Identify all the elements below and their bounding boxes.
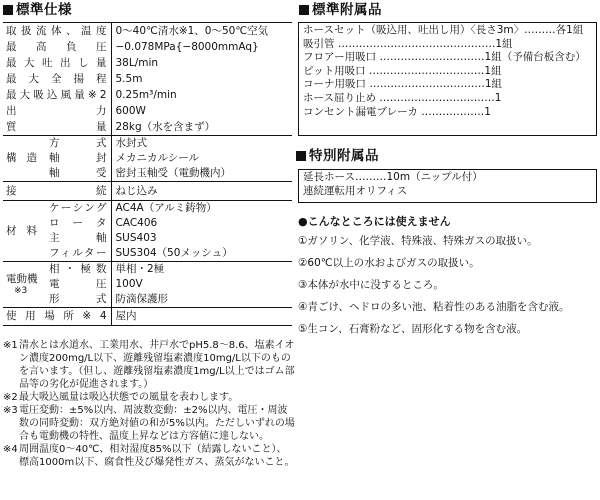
list-item: ③本体が水中に没するところ。 — [298, 279, 444, 291]
warnings-title: ●こんなところには使えません — [298, 215, 451, 228]
motor-group-label: 電動機 — [6, 272, 38, 285]
spec-row: 軸受 密封玉軸受（電動機内） — [3, 166, 292, 182]
spec-row: 質量 28kg（水を含まず） — [3, 119, 292, 136]
spec-row: 軸封 メカニカルシール — [3, 151, 292, 166]
motor-note-mark: ※3 — [14, 285, 28, 296]
spec-row: 取扱流体、温度 0～40℃清水※1、0～50℃空気 — [3, 23, 292, 40]
spec-row: 接続 ねじ込み — [3, 182, 292, 201]
note-item: ※2 最大吸込風量は吸込状態での風量を表わします。 — [3, 392, 239, 403]
spec-row: 構造 方式 水封式 — [3, 136, 292, 152]
list-item: ①ガソリン、化学液、特殊液、特殊ガスの取扱い。 — [298, 235, 538, 247]
list-item: ④青ごけ、ヘドロの多い池、粘着性のある油脂を含む液。 — [298, 301, 570, 313]
spec-row: 出力 600W — [3, 103, 292, 119]
spec-row: 材料 ケーシング AC4A（アルミ鋳物） — [3, 201, 292, 217]
square-bullet-icon — [296, 151, 306, 161]
note-item: ※4 周囲温度0～40℃、相対湿度85%以下（結露しないこと）、標高1000m以下、腐食性及び爆発性ガス、蒸気がないこと。 — [3, 444, 295, 468]
standard-accessories-box — [298, 22, 597, 136]
list-item: ホースセット（吸込用、吐出し用）〈長さ3m〉………各1組 — [303, 24, 584, 36]
note-item: ※3 電圧変動：±5%以内、周波数変動：±2%以内、電圧・周波数の同時変動：双方絶対値の和が5%以内。ただしいずれの場合も電動機の特性、温度上昇などは方容値に達しない。 — [3, 405, 295, 442]
spec-row: ロータ CAC406 — [3, 216, 292, 231]
spec-row: 最大吸込風量※2 0.25m³/min — [3, 87, 292, 103]
special-accessories-box — [298, 169, 597, 203]
spec-title: 標準仕様 — [3, 2, 72, 18]
spec-row: 最大全揚程 5.5m — [3, 71, 292, 87]
list-item: ⑤生コン、石膏粉など、固形化する物を含む液。 — [298, 323, 528, 335]
standard-accessories-title: 標準附属品 — [299, 2, 382, 18]
list-item: 吸引管 ………………………………………1組 — [303, 37, 513, 50]
square-bullet-icon — [3, 5, 13, 15]
spec-row: 使用場所※4 屋内 — [3, 308, 292, 326]
spec-row: 最大吐出し量 38L/min — [3, 55, 292, 71]
list-item: コンセント漏電ブレーカ ………………1 — [303, 105, 491, 118]
list-item: フロアー用吸口 …………………………1組（予備台板含む） — [303, 51, 586, 64]
list-item: ホース屈り止め ……………………………1 — [303, 91, 502, 104]
spec-row: 電圧 100V — [3, 277, 292, 292]
list-item: ②60℃以上の水およびガスの取扱い。 — [298, 257, 480, 269]
spec-row: 主軸 SUS403 — [3, 231, 292, 246]
list-item: 連続運転用オリフィス — [303, 184, 408, 197]
list-item: ピット用吸口 ……………………………1組 — [303, 64, 502, 77]
list-item: コーナ用吸口 ……………………………1組 — [303, 78, 503, 91]
warnings-list — [298, 234, 598, 344]
special-accessories-title: 特別附属品 — [296, 148, 379, 164]
spec-table — [3, 22, 292, 326]
spec-row: 形式 防滴保護形 — [3, 292, 292, 308]
spec-row: 電動機 ※3 相・極数 単相・2極 — [3, 262, 292, 278]
note-item: ※1 清水とは水道水、工業用水、井戸水でpH5.8～8.6、塩素イオン濃度200mg/L以下、遊離残留塩素濃度10mg/L以下のものを言います。（但し、遊離残留塩素濃度1mg/L以上ではゴム部品等の劣化が促進されます。） — [3, 340, 295, 390]
list-item: 延長ホース………10m（ニップル付） — [303, 171, 483, 183]
spec-row: フィルター SUS304（50メッシュ） — [3, 246, 292, 262]
spec-row: 最高負圧 −0.078MPa{−8000mmAq} — [3, 39, 292, 55]
notes — [3, 339, 295, 469]
square-bullet-icon — [299, 5, 309, 15]
